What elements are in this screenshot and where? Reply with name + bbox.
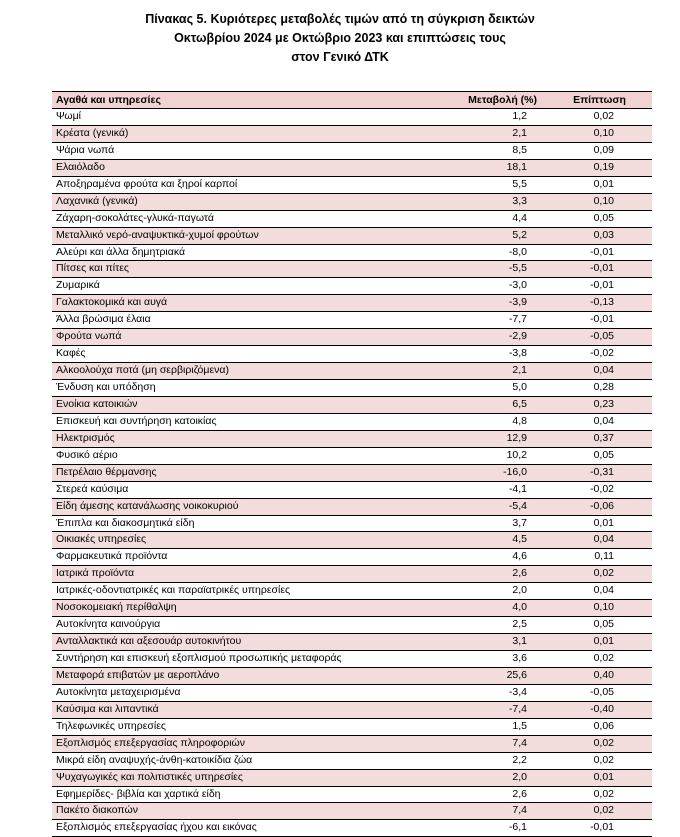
row-item-name: Ιατρικά προϊόντα bbox=[52, 566, 427, 583]
row-item-name: Αποξηραμένα φρούτα και ξηροί καρποί bbox=[52, 176, 427, 193]
row-impact: 0,03 bbox=[547, 227, 652, 244]
row-item-name: Ζάχαρη-σοκολάτες-γλυκά-παγωτά bbox=[52, 210, 427, 227]
header-change-percent: Μεταβολή (%) bbox=[427, 92, 547, 109]
row-item-name: Έπιπλα και διακοσμητικά είδη bbox=[52, 515, 427, 532]
table-row bbox=[52, 549, 652, 566]
row-change-percent: 4,8 bbox=[427, 413, 547, 430]
row-impact: 0,11 bbox=[547, 549, 652, 566]
row-change-percent: 6,5 bbox=[427, 396, 547, 413]
row-impact: 0,02 bbox=[547, 651, 652, 668]
row-change-percent: 3,1 bbox=[427, 634, 547, 651]
table-row bbox=[52, 312, 652, 329]
table-row bbox=[52, 481, 652, 498]
row-item-name: Μεταφορά επιβατών με αεροπλάνο bbox=[52, 667, 427, 684]
row-impact: 0,01 bbox=[547, 634, 652, 651]
row-item-name: Αλεύρι και άλλα δημητριακά bbox=[52, 244, 427, 261]
table-row bbox=[52, 515, 652, 532]
row-impact: -0,02 bbox=[547, 346, 652, 363]
row-item-name: Πετρέλαιο θέρμανσης bbox=[52, 464, 427, 481]
row-impact: 0,02 bbox=[547, 752, 652, 769]
row-impact: 0,23 bbox=[547, 396, 652, 413]
table-row bbox=[52, 769, 652, 786]
table-row bbox=[52, 261, 652, 278]
table-caption bbox=[0, 10, 680, 67]
row-impact: -0,01 bbox=[547, 278, 652, 295]
table-row bbox=[52, 447, 652, 464]
row-change-percent: 25,6 bbox=[427, 667, 547, 684]
row-item-name: Εξοπλισμός επεξεργασίας πληροφοριών bbox=[52, 735, 427, 752]
table-row bbox=[52, 278, 652, 295]
header-impact: Επίπτωση bbox=[547, 92, 652, 109]
table-row bbox=[52, 634, 652, 651]
row-item-name: Τηλεφωνικές υπηρεσίες bbox=[52, 718, 427, 735]
table-row bbox=[52, 617, 652, 634]
row-change-percent: -7,7 bbox=[427, 312, 547, 329]
table-row bbox=[52, 803, 652, 820]
row-impact: -0,01 bbox=[547, 244, 652, 261]
row-change-percent: -7,4 bbox=[427, 701, 547, 718]
caption-line-2: Οκτωβρίου 2024 με Οκτώβριο 2023 και επιπτώσεις τους bbox=[174, 31, 506, 45]
row-change-percent: 2,1 bbox=[427, 363, 547, 380]
row-impact: -0,01 bbox=[547, 261, 652, 278]
row-change-percent: 5,0 bbox=[427, 380, 547, 397]
row-item-name: Στερεά καύσιμα bbox=[52, 481, 427, 498]
row-item-name: Νοσοκομειακή περίθαλψη bbox=[52, 600, 427, 617]
table-row bbox=[52, 532, 652, 549]
table-row bbox=[52, 667, 652, 684]
row-impact: 0,05 bbox=[547, 447, 652, 464]
row-item-name: Μεταλλικό νερό-αναψυκτικά-χυμοί φρούτων bbox=[52, 227, 427, 244]
table-header-row bbox=[52, 92, 652, 109]
row-change-percent: -16,0 bbox=[427, 464, 547, 481]
row-impact: -0,01 bbox=[547, 820, 652, 837]
table-row bbox=[52, 380, 652, 397]
table-row bbox=[52, 701, 652, 718]
price-changes-table-container bbox=[52, 91, 652, 837]
row-change-percent: 3,6 bbox=[427, 651, 547, 668]
table-row bbox=[52, 210, 652, 227]
row-change-percent: 10,2 bbox=[427, 447, 547, 464]
row-change-percent: 2,6 bbox=[427, 566, 547, 583]
row-change-percent: -3,4 bbox=[427, 684, 547, 701]
caption-line-3: στον Γενικό ΔΤΚ bbox=[291, 50, 389, 64]
row-impact: 0,04 bbox=[547, 413, 652, 430]
price-changes-table bbox=[52, 92, 652, 837]
row-change-percent: 2,0 bbox=[427, 583, 547, 600]
row-item-name: Κρέατα (γενικά) bbox=[52, 125, 427, 142]
table-row bbox=[52, 109, 652, 126]
row-impact: -0,02 bbox=[547, 481, 652, 498]
row-impact: 0,04 bbox=[547, 583, 652, 600]
row-item-name: Είδη άμεσης κατανάλωσης νοικοκυριού bbox=[52, 498, 427, 515]
row-impact: 0,02 bbox=[547, 803, 652, 820]
table-row bbox=[52, 464, 652, 481]
row-item-name: Ελαιόλαδο bbox=[52, 159, 427, 176]
table-row bbox=[52, 159, 652, 176]
row-impact: 0,01 bbox=[547, 515, 652, 532]
row-item-name: Μικρά είδη αναψυχής-άνθη-κατοικίδια ζώα bbox=[52, 752, 427, 769]
table-row bbox=[52, 718, 652, 735]
row-item-name: Ηλεκτρισμός bbox=[52, 430, 427, 447]
row-impact: 0,04 bbox=[547, 363, 652, 380]
row-change-percent: 8,5 bbox=[427, 142, 547, 159]
row-change-percent: -3,9 bbox=[427, 295, 547, 312]
row-change-percent: 7,4 bbox=[427, 735, 547, 752]
row-impact: 0,02 bbox=[547, 109, 652, 126]
row-item-name: Ψάρια νωπά bbox=[52, 142, 427, 159]
table-row bbox=[52, 346, 652, 363]
row-impact: -0,06 bbox=[547, 498, 652, 515]
row-item-name: Αλκοολούχα ποτά (μη σερβιριζόμενα) bbox=[52, 363, 427, 380]
table-row bbox=[52, 820, 652, 837]
header-goods-services: Αγαθά και υπηρεσίες bbox=[52, 92, 427, 109]
row-item-name: Καύσιμα και λιπαντικά bbox=[52, 701, 427, 718]
table-row bbox=[52, 142, 652, 159]
row-change-percent: 2,1 bbox=[427, 125, 547, 142]
table-row bbox=[52, 295, 652, 312]
row-item-name: Αυτοκίνητα καινούργια bbox=[52, 617, 427, 634]
table-row bbox=[52, 244, 652, 261]
table-row bbox=[52, 684, 652, 701]
row-change-percent: 5,2 bbox=[427, 227, 547, 244]
row-item-name: Συντήρηση και επισκευή εξοπλισμού προσωπικής μεταφοράς bbox=[52, 651, 427, 668]
row-impact: -0,40 bbox=[547, 701, 652, 718]
table-row bbox=[52, 329, 652, 346]
table-row bbox=[52, 786, 652, 803]
row-change-percent: 4,0 bbox=[427, 600, 547, 617]
row-item-name: Πακέτο διακοπών bbox=[52, 803, 427, 820]
row-impact: -0,01 bbox=[547, 312, 652, 329]
table-row bbox=[52, 125, 652, 142]
row-impact: 0,05 bbox=[547, 617, 652, 634]
row-item-name: Αυτοκίνητα μεταχειρισμένα bbox=[52, 684, 427, 701]
row-change-percent: -5,5 bbox=[427, 261, 547, 278]
table-body bbox=[52, 109, 652, 837]
row-change-percent: 3,7 bbox=[427, 515, 547, 532]
row-item-name: Λαχανικά (γενικά) bbox=[52, 193, 427, 210]
table-row bbox=[52, 566, 652, 583]
row-change-percent: 1,2 bbox=[427, 109, 547, 126]
row-item-name: Ένδυση και υπόδηση bbox=[52, 380, 427, 397]
row-impact: 0,37 bbox=[547, 430, 652, 447]
row-item-name: Εφημερίδες- βιβλία και χαρτικά είδη bbox=[52, 786, 427, 803]
row-change-percent: -5,4 bbox=[427, 498, 547, 515]
row-change-percent: -2,9 bbox=[427, 329, 547, 346]
row-change-percent: 2,6 bbox=[427, 786, 547, 803]
row-impact: 0,04 bbox=[547, 532, 652, 549]
row-change-percent: 7,4 bbox=[427, 803, 547, 820]
table-row bbox=[52, 413, 652, 430]
row-impact: 0,10 bbox=[547, 600, 652, 617]
table-row bbox=[52, 176, 652, 193]
row-change-percent: 4,5 bbox=[427, 532, 547, 549]
row-change-percent: 4,6 bbox=[427, 549, 547, 566]
caption-line-1: Πίνακας 5. Κυριότερες μεταβολές τιμών από τη σύγκριση δεικτών bbox=[145, 12, 535, 26]
table-row bbox=[52, 735, 652, 752]
row-impact: 0,01 bbox=[547, 176, 652, 193]
row-item-name: Φρούτα νωπά bbox=[52, 329, 427, 346]
row-change-percent: 2,2 bbox=[427, 752, 547, 769]
table-row bbox=[52, 752, 652, 769]
row-impact: 0,40 bbox=[547, 667, 652, 684]
row-impact: 0,01 bbox=[547, 769, 652, 786]
row-item-name: Ζυμαρικά bbox=[52, 278, 427, 295]
row-change-percent: 2,0 bbox=[427, 769, 547, 786]
row-change-percent: 1,5 bbox=[427, 718, 547, 735]
row-impact: 0,05 bbox=[547, 210, 652, 227]
row-impact: 0,02 bbox=[547, 566, 652, 583]
row-change-percent: -8,0 bbox=[427, 244, 547, 261]
row-change-percent: -6,1 bbox=[427, 820, 547, 837]
row-change-percent: -4,1 bbox=[427, 481, 547, 498]
row-item-name: Πίτσες και πίτες bbox=[52, 261, 427, 278]
row-impact: 0,02 bbox=[547, 786, 652, 803]
row-change-percent: 4,4 bbox=[427, 210, 547, 227]
table-row bbox=[52, 583, 652, 600]
row-item-name: Ιατρικές-οδοντιατρικές και παραϊατρικές υπηρεσίες bbox=[52, 583, 427, 600]
row-item-name: Επισκευή και συντήρηση κατοικίας bbox=[52, 413, 427, 430]
row-item-name: Φαρμακευτικά προϊόντα bbox=[52, 549, 427, 566]
row-impact: -0,31 bbox=[547, 464, 652, 481]
row-impact: 0,28 bbox=[547, 380, 652, 397]
row-impact: -0,13 bbox=[547, 295, 652, 312]
row-item-name: Εξοπλισμός επεξεργασίας ήχου και εικόνας bbox=[52, 820, 427, 837]
row-impact: 0,06 bbox=[547, 718, 652, 735]
row-change-percent: 5,5 bbox=[427, 176, 547, 193]
table-row bbox=[52, 430, 652, 447]
row-change-percent: -3,0 bbox=[427, 278, 547, 295]
row-impact: 0,10 bbox=[547, 193, 652, 210]
row-impact: 0,10 bbox=[547, 125, 652, 142]
row-impact: 0,19 bbox=[547, 159, 652, 176]
row-change-percent: 18,1 bbox=[427, 159, 547, 176]
row-impact: -0,05 bbox=[547, 329, 652, 346]
table-row bbox=[52, 227, 652, 244]
row-item-name: Καφές bbox=[52, 346, 427, 363]
table-row bbox=[52, 600, 652, 617]
row-item-name: Ψυχαγωγικές και πολιτιστικές υπηρεσίες bbox=[52, 769, 427, 786]
row-item-name: Γαλακτοκομικά και αυγά bbox=[52, 295, 427, 312]
table-row bbox=[52, 651, 652, 668]
table-row bbox=[52, 498, 652, 515]
row-item-name: Οικιακές υπηρεσίες bbox=[52, 532, 427, 549]
row-change-percent: 3,3 bbox=[427, 193, 547, 210]
row-change-percent: 2,5 bbox=[427, 617, 547, 634]
row-item-name: Ανταλλακτικά και αξεσουάρ αυτοκινήτου bbox=[52, 634, 427, 651]
row-impact: -0,05 bbox=[547, 684, 652, 701]
row-change-percent: -3,8 bbox=[427, 346, 547, 363]
row-item-name: Ψωμί bbox=[52, 109, 427, 126]
row-item-name: Άλλα βρώσιμα έλαια bbox=[52, 312, 427, 329]
row-item-name: Ενοίκια κατοικιών bbox=[52, 396, 427, 413]
row-item-name: Φυσικό αέριο bbox=[52, 447, 427, 464]
table-row bbox=[52, 363, 652, 380]
table-row bbox=[52, 396, 652, 413]
table-row bbox=[52, 193, 652, 210]
row-change-percent: 12,9 bbox=[427, 430, 547, 447]
row-impact: 0,02 bbox=[547, 735, 652, 752]
row-impact: 0,09 bbox=[547, 142, 652, 159]
